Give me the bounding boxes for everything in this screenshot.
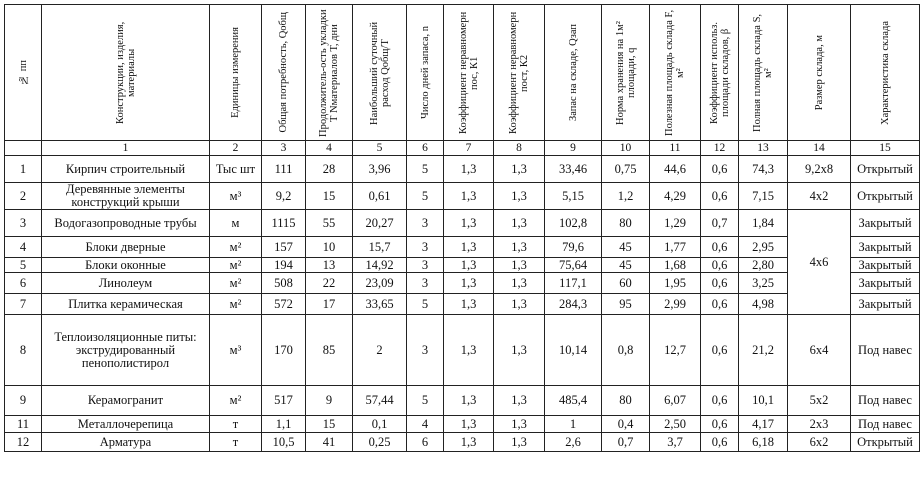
material-name: Металлочерепица xyxy=(42,416,210,433)
useful-area: 4,29 xyxy=(650,183,701,210)
column-number-cell: 15 xyxy=(851,141,920,156)
full-area: 74,3 xyxy=(739,156,788,183)
header-cell: Характеристика склада xyxy=(851,5,920,141)
column-number-cell: 2 xyxy=(210,141,262,156)
column-number-cell: 7 xyxy=(444,141,494,156)
full-area: 7,15 xyxy=(739,183,788,210)
header-cell: Коэффициент неравномерн пос, К1 xyxy=(444,5,494,141)
warehouse-type: Закрытый xyxy=(851,258,920,273)
column-number-cell: 11 xyxy=(650,141,701,156)
unit: м² xyxy=(210,237,262,258)
row-number: 12 xyxy=(5,433,42,452)
table-row xyxy=(5,315,920,386)
full-area: 6,18 xyxy=(739,433,788,452)
stock-amount: 284,3 xyxy=(545,294,602,315)
column-number-cell: 13 xyxy=(739,141,788,156)
useful-area: 12,7 xyxy=(650,315,701,386)
warehouse-calculation-table xyxy=(4,4,920,452)
daily-consumption: 2 xyxy=(353,315,407,386)
header-cell: Наибольший суточный расход Qобщ/Т xyxy=(353,5,407,141)
coef-k1: 1,3 xyxy=(444,183,494,210)
unit: м² xyxy=(210,294,262,315)
warehouse-type: Под навес xyxy=(851,386,920,416)
daily-consumption: 0,1 xyxy=(353,416,407,433)
storage-norm: 0,75 xyxy=(602,156,650,183)
header-cell: Коэффициент использ. площади складов, β xyxy=(701,5,739,141)
full-area: 4,98 xyxy=(739,294,788,315)
total-demand: 1,1 xyxy=(262,416,306,433)
full-area: 3,25 xyxy=(739,273,788,294)
row-number: 3 xyxy=(5,210,42,237)
useful-area: 2,50 xyxy=(650,416,701,433)
material-name: Линолеум xyxy=(42,273,210,294)
coef-beta: 0,6 xyxy=(701,183,739,210)
total-demand: 10,5 xyxy=(262,433,306,452)
stock-days: 4 xyxy=(407,416,444,433)
storage-norm: 0,7 xyxy=(602,433,650,452)
daily-consumption: 15,7 xyxy=(353,237,407,258)
row-number: 6 xyxy=(5,273,42,294)
column-number-cell: 1 xyxy=(42,141,210,156)
coef-beta: 0,6 xyxy=(701,315,739,386)
laying-duration: 41 xyxy=(306,433,353,452)
stock-amount: 485,4 xyxy=(545,386,602,416)
laying-duration: 9 xyxy=(306,386,353,416)
daily-consumption: 20,27 xyxy=(353,210,407,237)
warehouse-type: Закрытый xyxy=(851,273,920,294)
useful-area: 1,95 xyxy=(650,273,701,294)
table-row xyxy=(5,416,920,433)
stock-days: 6 xyxy=(407,433,444,452)
coef-beta: 0,6 xyxy=(701,416,739,433)
warehouse-size: 6х4 xyxy=(788,315,851,386)
unit: м² xyxy=(210,273,262,294)
column-number-cell: 4 xyxy=(306,141,353,156)
storage-norm: 80 xyxy=(602,210,650,237)
stock-days: 3 xyxy=(407,237,444,258)
material-name: Деревянные элементы конструкций крыши xyxy=(42,183,210,210)
useful-area: 2,99 xyxy=(650,294,701,315)
row-number: 7 xyxy=(5,294,42,315)
warehouse-size: 9,2х8 xyxy=(788,156,851,183)
laying-duration: 15 xyxy=(306,416,353,433)
column-number-cell: 10 xyxy=(602,141,650,156)
table-row xyxy=(5,273,920,294)
stock-amount: 1 xyxy=(545,416,602,433)
full-area: 4,17 xyxy=(739,416,788,433)
coef-beta: 0,6 xyxy=(701,258,739,273)
useful-area: 3,7 xyxy=(650,433,701,452)
storage-norm: 45 xyxy=(602,237,650,258)
table-row xyxy=(5,156,920,183)
table-row xyxy=(5,183,920,210)
column-number-cell: 9 xyxy=(545,141,602,156)
warehouse-type: Закрытый xyxy=(851,210,920,237)
useful-area: 6,07 xyxy=(650,386,701,416)
coef-k2: 1,3 xyxy=(494,386,545,416)
row-number: 9 xyxy=(5,386,42,416)
total-demand: 508 xyxy=(262,273,306,294)
stock-days: 3 xyxy=(407,210,444,237)
material-name: Арматура xyxy=(42,433,210,452)
row-number: 1 xyxy=(5,156,42,183)
coef-k1: 1,3 xyxy=(444,210,494,237)
column-number-cell: 12 xyxy=(701,141,739,156)
warehouse-type: Открытый xyxy=(851,183,920,210)
stock-days: 3 xyxy=(407,258,444,273)
coef-k2: 1,3 xyxy=(494,258,545,273)
column-number-row xyxy=(5,141,920,156)
total-demand: 1115 xyxy=(262,210,306,237)
coef-k1: 1,3 xyxy=(444,416,494,433)
table-row xyxy=(5,237,920,258)
coef-k2: 1,3 xyxy=(494,416,545,433)
column-number-cell: 5 xyxy=(353,141,407,156)
laying-duration: 55 xyxy=(306,210,353,237)
total-demand: 170 xyxy=(262,315,306,386)
coef-k2: 1,3 xyxy=(494,294,545,315)
useful-area: 44,6 xyxy=(650,156,701,183)
laying-duration: 13 xyxy=(306,258,353,273)
table-row xyxy=(5,386,920,416)
storage-norm: 95 xyxy=(602,294,650,315)
unit: м³ xyxy=(210,183,262,210)
stock-days: 5 xyxy=(407,156,444,183)
warehouse-type: Закрытый xyxy=(851,237,920,258)
warehouse-size: 5х2 xyxy=(788,386,851,416)
useful-area: 1,29 xyxy=(650,210,701,237)
warehouse-size: 2х3 xyxy=(788,416,851,433)
coef-k2: 1,3 xyxy=(494,315,545,386)
stock-amount: 5,15 xyxy=(545,183,602,210)
full-area: 10,1 xyxy=(739,386,788,416)
material-name: Кирпич строительный xyxy=(42,156,210,183)
daily-consumption: 23,09 xyxy=(353,273,407,294)
header-cell: Число дней запаса, n xyxy=(407,5,444,141)
laying-duration: 10 xyxy=(306,237,353,258)
header-cell: Коэффициент неравномерн пост, К2 xyxy=(494,5,545,141)
stock-amount: 102,8 xyxy=(545,210,602,237)
stock-amount: 10,14 xyxy=(545,315,602,386)
column-number-cell xyxy=(5,141,42,156)
row-number: 4 xyxy=(5,237,42,258)
coef-k1: 1,3 xyxy=(444,273,494,294)
coef-beta: 0,6 xyxy=(701,386,739,416)
coef-k1: 1,3 xyxy=(444,433,494,452)
storage-norm: 1,2 xyxy=(602,183,650,210)
header-cell: Продолжитель-ость укладки Т Nматериалов Т, дни xyxy=(306,5,353,141)
unit: т xyxy=(210,433,262,452)
coef-k2: 1,3 xyxy=(494,183,545,210)
unit: м³ xyxy=(210,315,262,386)
warehouse-type: Под навес xyxy=(851,315,920,386)
stock-amount: 2,6 xyxy=(545,433,602,452)
stock-amount: 33,46 xyxy=(545,156,602,183)
table-row xyxy=(5,294,920,315)
storage-norm: 60 xyxy=(602,273,650,294)
laying-duration: 85 xyxy=(306,315,353,386)
header-cell: Полезная площадь склада F, м² xyxy=(650,5,701,141)
laying-duration: 28 xyxy=(306,156,353,183)
daily-consumption: 0,25 xyxy=(353,433,407,452)
storage-norm: 80 xyxy=(602,386,650,416)
laying-duration: 17 xyxy=(306,294,353,315)
coef-beta: 0,7 xyxy=(701,210,739,237)
stock-amount: 79,6 xyxy=(545,237,602,258)
stock-days: 5 xyxy=(407,294,444,315)
table-row xyxy=(5,210,920,237)
table-row xyxy=(5,258,920,273)
warehouse-size: 6х2 xyxy=(788,433,851,452)
unit: м xyxy=(210,210,262,237)
header-cell: Запас на складе, Qзап xyxy=(545,5,602,141)
material-name: Плитка керамическая xyxy=(42,294,210,315)
warehouse-type: Закрытый xyxy=(851,294,920,315)
material-name: Водогазопроводные трубы xyxy=(42,210,210,237)
column-number-cell: 14 xyxy=(788,141,851,156)
stock-days: 5 xyxy=(407,386,444,416)
material-name: Керамогранит xyxy=(42,386,210,416)
stock-days: 3 xyxy=(407,273,444,294)
daily-consumption: 57,44 xyxy=(353,386,407,416)
coef-beta: 0,6 xyxy=(701,156,739,183)
coef-k1: 1,3 xyxy=(444,258,494,273)
row-number: 8 xyxy=(5,315,42,386)
coef-k1: 1,3 xyxy=(444,294,494,315)
warehouse-size-merged: 4x6 xyxy=(788,210,851,315)
full-area: 2,80 xyxy=(739,258,788,273)
daily-consumption: 33,65 xyxy=(353,294,407,315)
total-demand: 111 xyxy=(262,156,306,183)
total-demand: 517 xyxy=(262,386,306,416)
total-demand: 9,2 xyxy=(262,183,306,210)
warehouse-type: Открытый xyxy=(851,433,920,452)
coef-k2: 1,3 xyxy=(494,237,545,258)
storage-norm: 0,8 xyxy=(602,315,650,386)
warehouse-type: Под навес xyxy=(851,416,920,433)
unit: м² xyxy=(210,386,262,416)
table-row xyxy=(5,433,920,452)
coef-k1: 1,3 xyxy=(444,315,494,386)
storage-norm: 45 xyxy=(602,258,650,273)
header-cell: Размер склада, м xyxy=(788,5,851,141)
daily-consumption: 14,92 xyxy=(353,258,407,273)
total-demand: 157 xyxy=(262,237,306,258)
column-number-cell: 3 xyxy=(262,141,306,156)
coef-beta: 0,6 xyxy=(701,237,739,258)
header-cell: Единицы измерения xyxy=(210,5,262,141)
material-name: Блоки дверные xyxy=(42,237,210,258)
warehouse-type: Открытый xyxy=(851,156,920,183)
header-cell: № пп xyxy=(5,5,42,141)
laying-duration: 15 xyxy=(306,183,353,210)
total-demand: 194 xyxy=(262,258,306,273)
full-area: 2,95 xyxy=(739,237,788,258)
coef-k1: 1,3 xyxy=(444,237,494,258)
header-row xyxy=(5,5,920,141)
total-demand: 572 xyxy=(262,294,306,315)
stock-days: 5 xyxy=(407,183,444,210)
useful-area: 1,77 xyxy=(650,237,701,258)
column-number-cell: 6 xyxy=(407,141,444,156)
coef-beta: 0,6 xyxy=(701,294,739,315)
row-number: 2 xyxy=(5,183,42,210)
laying-duration: 22 xyxy=(306,273,353,294)
useful-area: 1,68 xyxy=(650,258,701,273)
material-name: Теплоизоляционные питы: экструдированный пенополистирол xyxy=(42,315,210,386)
full-area: 21,2 xyxy=(739,315,788,386)
stock-days: 3 xyxy=(407,315,444,386)
stock-amount: 117,1 xyxy=(545,273,602,294)
storage-norm: 0,4 xyxy=(602,416,650,433)
coef-k2: 1,3 xyxy=(494,273,545,294)
header-cell: Норма хранения на 1м² площади, q xyxy=(602,5,650,141)
header-cell: Общая потребность, Qобщ xyxy=(262,5,306,141)
stock-amount: 75,64 xyxy=(545,258,602,273)
header-cell: Конструкции, изделия, материалы xyxy=(42,5,210,141)
coef-beta: 0,6 xyxy=(701,433,739,452)
document-page xyxy=(4,4,913,452)
row-number: 11 xyxy=(5,416,42,433)
coef-k2: 1,3 xyxy=(494,433,545,452)
coef-k1: 1,3 xyxy=(444,156,494,183)
coef-k1: 1,3 xyxy=(444,386,494,416)
coef-beta: 0,6 xyxy=(701,273,739,294)
warehouse-size: 4х2 xyxy=(788,183,851,210)
full-area: 1,84 xyxy=(739,210,788,237)
daily-consumption: 3,96 xyxy=(353,156,407,183)
column-number-cell: 8 xyxy=(494,141,545,156)
material-name: Блоки оконные xyxy=(42,258,210,273)
unit: Тыс шт xyxy=(210,156,262,183)
header-cell: Полная площадь склада S, м² xyxy=(739,5,788,141)
coef-k2: 1,3 xyxy=(494,156,545,183)
row-number: 5 xyxy=(5,258,42,273)
coef-k2: 1,3 xyxy=(494,210,545,237)
unit: т xyxy=(210,416,262,433)
unit: м² xyxy=(210,258,262,273)
daily-consumption: 0,61 xyxy=(353,183,407,210)
